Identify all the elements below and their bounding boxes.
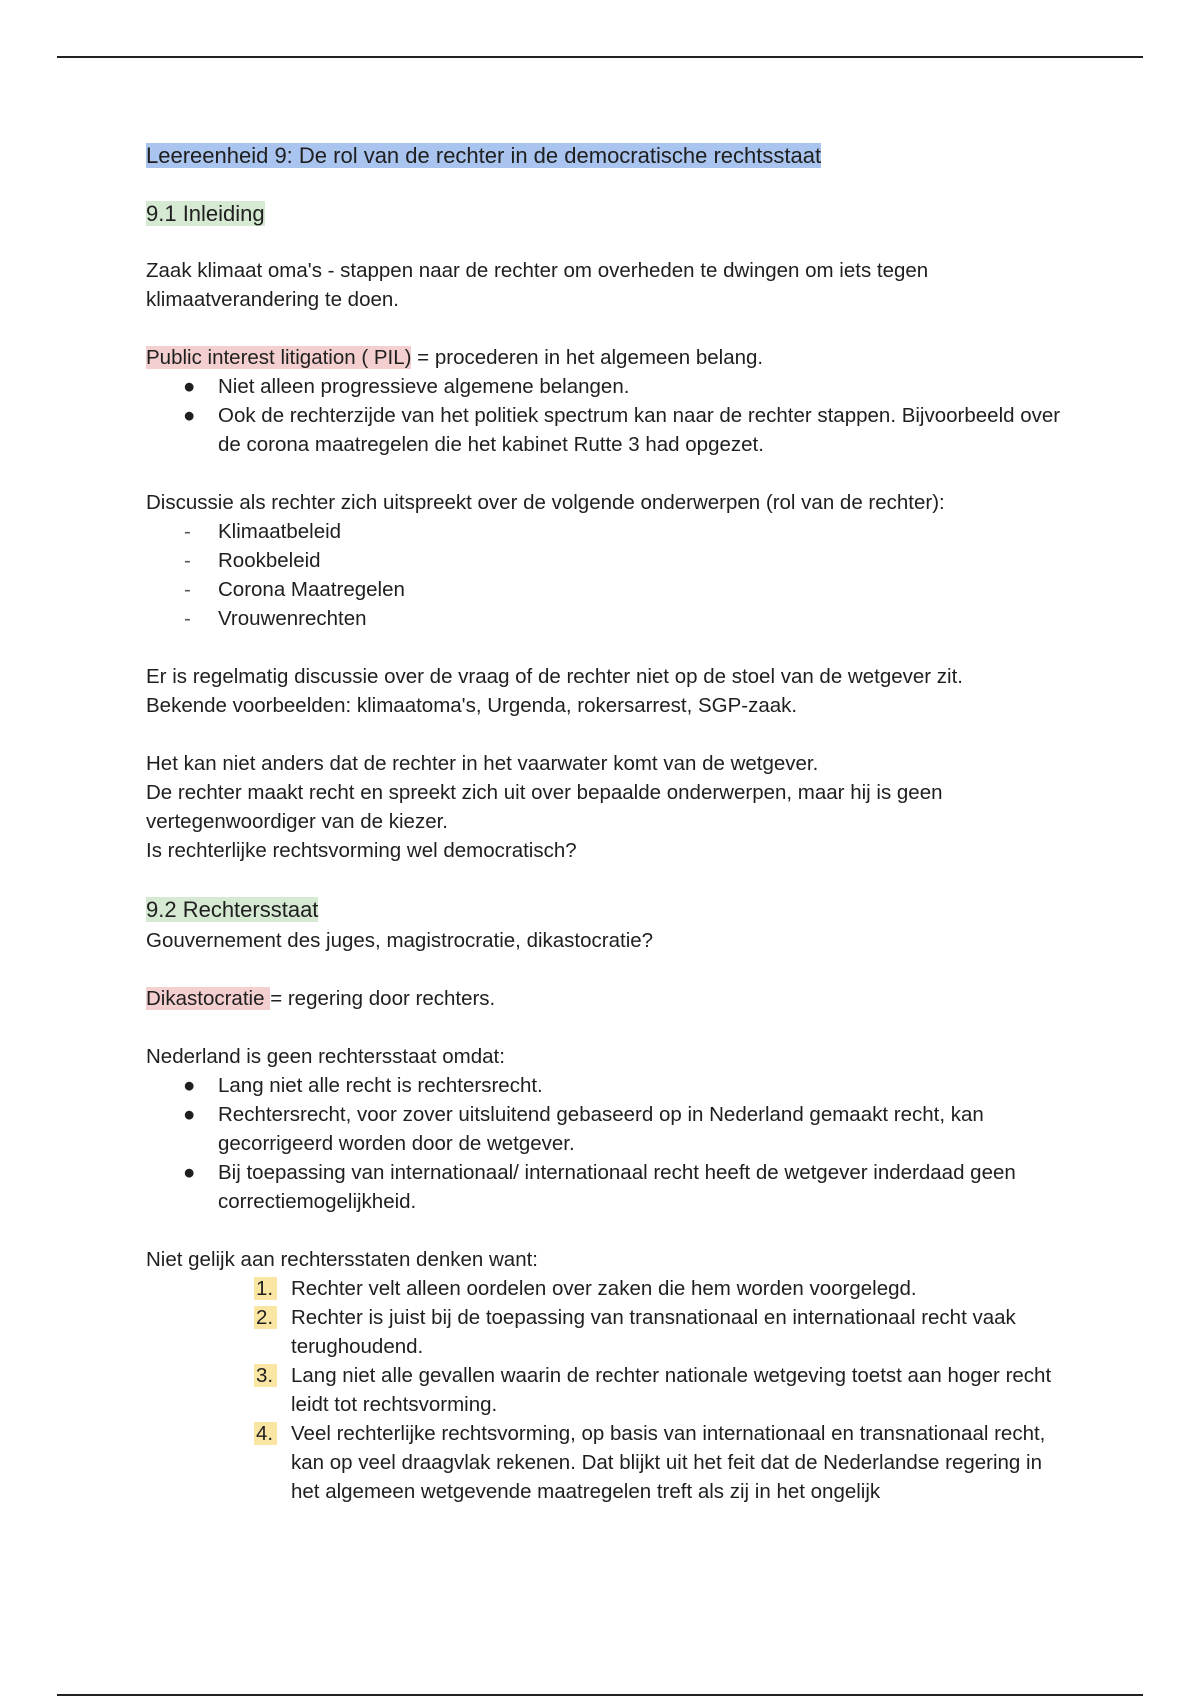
nl-intro: Nederland is geen rechtersstaat omdat: — [146, 1045, 505, 1068]
list-number: 2. — [254, 1306, 277, 1329]
document-body — [146, 140, 1076, 1506]
pil-bullet-list — [146, 372, 1076, 459]
bullet-icon: ● — [183, 404, 196, 427]
dash-icon: - — [184, 549, 191, 572]
topic-list — [146, 517, 1076, 633]
list-number: 1. — [254, 1277, 277, 1300]
list-item: 3. Lang niet alle gevallen waarin de rechter nationale wetgeving toetst aan hoger recht leidt tot rechtsvorming. — [256, 1364, 1052, 1416]
bottom-rule — [57, 1694, 1143, 1696]
section-heading-9-2: 9.2 Rechtersstaat — [146, 897, 319, 922]
dash-icon: - — [184, 578, 191, 601]
bullet-icon: ● — [183, 1103, 196, 1126]
list-item: - Vrouwenrechten — [146, 604, 1076, 633]
dash-icon: - — [184, 607, 191, 630]
rechtersstaat-subline: Gouvernement des juges, magistrocratie, dikastocratie? — [146, 929, 654, 952]
list-item: ● Lang niet alle recht is rechtersrecht. — [146, 1071, 1076, 1100]
pil-definition: Public interest litigation ( PIL) = procederen in het algemeen belang. — [146, 346, 764, 369]
vaarwater-paragraph: Het kan niet anders dat de rechter in het vaarwater komt van de wetgever. De rechter maakt recht en spreekt zich uit over bepaalde onderwerpen, maar hij is geen vertegenwoordiger van de kiezer. Is rechterlijke rechtsvorming wel democratisch? — [146, 752, 943, 862]
pil-term: Public interest litigation ( PIL) — [146, 346, 412, 369]
list-item: 2. Rechter is juist bij de toepassing van transnationaal en internationaal recht vaak terughoudend. — [256, 1306, 1016, 1358]
dikastocratie-term: Dikastocratie — [146, 987, 271, 1010]
bullet-icon: ● — [183, 375, 196, 398]
section-heading-9-1: 9.1 Inleiding — [146, 201, 265, 226]
list-item: 1. Rechter velt alleen oordelen over zaken die hem worden voorgelegd. — [256, 1277, 917, 1300]
list-item: ● Rechtersrecht, voor zover uitsluitend gebaseerd op in Nederland gemaakt recht, kan gecorrigeerd worden door de wetgever. — [146, 1100, 1076, 1158]
intro-paragraph: Zaak klimaat oma's - stappen naar de rechter om overheden te dwingen om iets tegen klimaatverandering te doen. — [146, 259, 929, 311]
discussion-intro: Discussie als rechter zich uitspreekt over de volgende onderwerpen (rol van de rechter): — [146, 491, 945, 514]
list-item: - Corona Maatregelen — [146, 575, 1076, 604]
page-title: Leereenheid 9: De rol van de rechter in de democratische rechtsstaat — [146, 143, 822, 168]
list-item: - Klimaatbeleid — [146, 517, 1076, 546]
not-equal-intro: Niet gelijk aan rechtersstaten denken want: — [146, 1248, 539, 1271]
list-item: ● Bij toepassing van internationaal/ internationaal recht heeft de wetgever inderdaad geen correctiemogelijkheid. — [146, 1158, 1076, 1216]
stoel-paragraph: Er is regelmatig discussie over de vraag of de rechter niet op de stoel van de wetgever zit. Bekende voorbeelden: klimaatoma's, Urgenda, rokersarrest, SGP-zaak. — [146, 665, 964, 717]
list-number: 3. — [254, 1364, 277, 1387]
list-item: 4. Veel rechterlijke rechtsvorming, op basis van internationaal en transnationaal recht, kan op veel draagvlak rekenen. Dat blijkt uit het feit dat de Nederlandse regering in het algemeen wetgevende maatregelen treft als zij in het ongelijk — [256, 1422, 1046, 1503]
list-item: ● Niet alleen progressieve algemene belangen. — [146, 372, 1076, 401]
bullet-icon: ● — [183, 1074, 196, 1097]
nl-bullet-list — [146, 1071, 1076, 1216]
list-number: 4. — [254, 1422, 277, 1445]
dikastocratie-definition: Dikastocratie = regering door rechters. — [146, 987, 496, 1010]
reasons-list — [146, 1274, 1076, 1506]
top-rule — [57, 56, 1143, 58]
list-item: - Rookbeleid — [146, 546, 1076, 575]
bullet-icon: ● — [183, 1161, 196, 1184]
list-item: ● Ook de rechterzijde van het politiek spectrum kan naar de rechter stappen. Bijvoorbeeld over de corona maatregelen die het kabinet Rutte 3 had opgezet. — [146, 401, 1076, 459]
dash-icon: - — [184, 520, 191, 543]
